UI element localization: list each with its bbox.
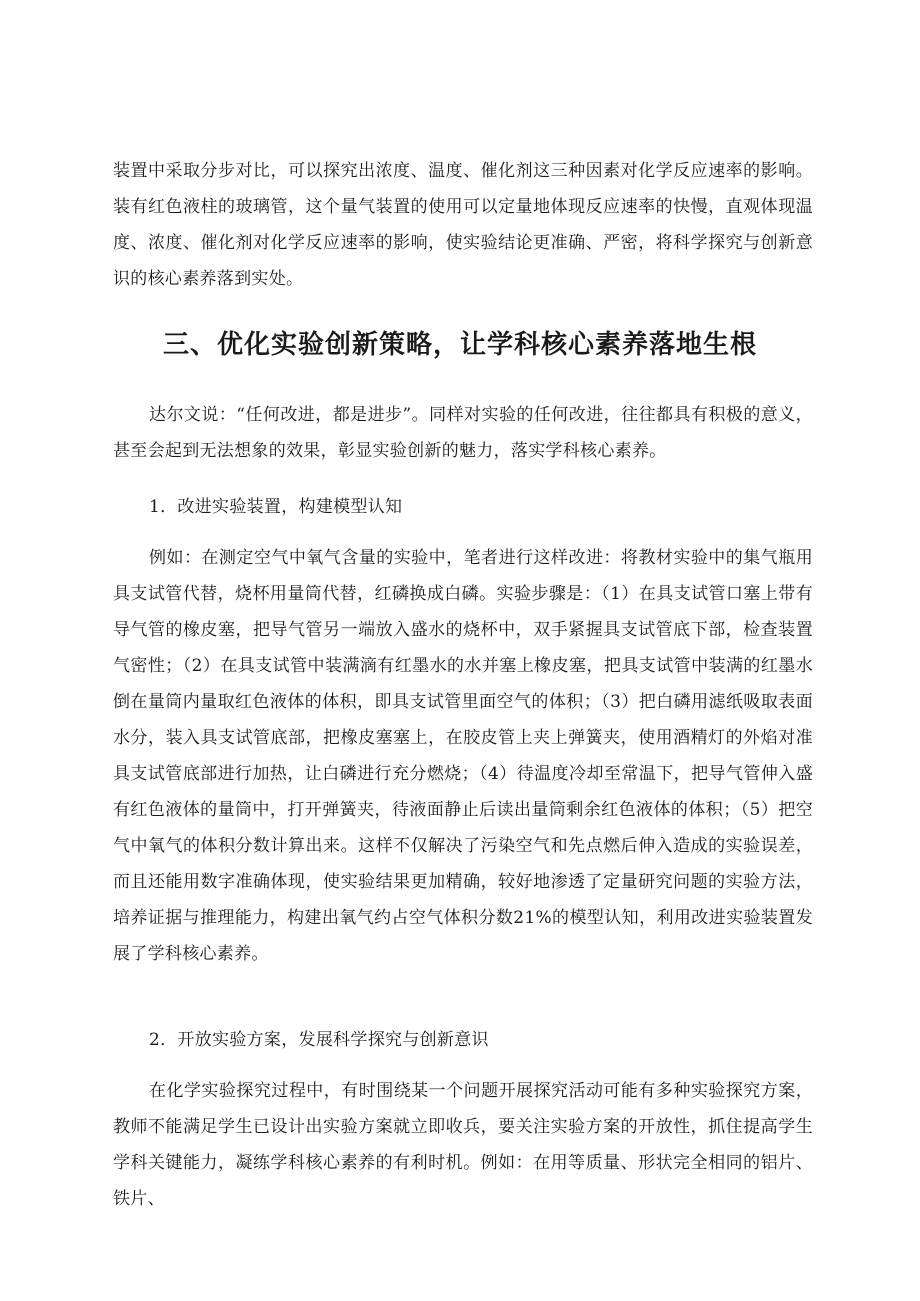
paragraph-open-plan: 在化学实验探究过程中，有时围绕某一个问题开展探究活动可能有多种实验探究方案，教师不能满足学生已设计出实验方案就立即收兵，要关注实验方案的开放性，抓住提高学生学科关键能力，凝练学科核心素养的有利时机。例如：在用等质量、形状完全相同的铝片、铁片、 <box>113 1081 813 1209</box>
subheading-improve-apparatus: 1．改进实验装置，构建模型认知 <box>149 497 403 517</box>
subheading-open-plan: 2．开放实验方案，发展科学探究与创新意识 <box>149 1030 489 1050</box>
paragraph-continuation: 装置中采取分步对比，可以探究出浓度、温度、催化剂这三种因素对化学反应速率的影响。装有红色液柱的玻璃管，这个量气装置的使用可以定量地体现反应速率的快慢，直观体现温度、浓度、催化剂对化学反应速率的影响，使实验结论更准确、严密，将科学探究与创新意识的核心素养落到实处。 <box>113 161 813 289</box>
paragraph-oxygen-experiment: 例如：在测定空气中氧气含量的实验中，笔者进行这样改进：将教材实验中的集气瓶用具支试管代替，烧杯用量筒代替，红磷换成白磷。实验步骤是：（1）在具支试管口塞上带有导气管的橡皮塞，把导气管另一端放入盛水的烧杯中，双手紧握具支试管底下部，检查装置气密性；（2）在具支试管中装满滴有红墨水的水并塞上橡皮塞，把具支试管中装满的红墨水倒在量筒内量取红色液体的体积，即具支试管里面空气的体积；（3）把白磷用滤纸吸取表面水分，装入具支试管底部，把橡皮塞塞上，在胶皮管上夹上弹簧夹，使用酒精灯的外焰对准具支试管底部进行加热，让白磷进行充分燃烧；（4）待温度冷却至常温下，把导气管伸入盛有红色液体的量筒中，打开弹簧夹，待液面静止后读出量筒剩余红色液体的体积；（5）把空气中氧气的体积分数计算出来。这样不仅解决了污染空气和先点燃后伸入造成的实验误差，而且还能用数字准确体现，使实验结果更加精确，较好地渗透了定量研究问题的实验方法，培养证据与推理能力，构建出氧气约占空气体积分数21%的模型认知，利用改进实验装置发展了学科核心素养。 <box>113 548 813 964</box>
section-heading: 三、优化实验创新策略，让学科核心素养落地生根 <box>163 330 758 360</box>
paragraph-darwin-quote: 达尔文说：“任何改进，都是进步”。同样对实验的任何改进，往往都具有积极的意义，甚至会起到无法想象的效果，彰显实验创新的魅力，落实学科核心素养。 <box>113 405 813 461</box>
